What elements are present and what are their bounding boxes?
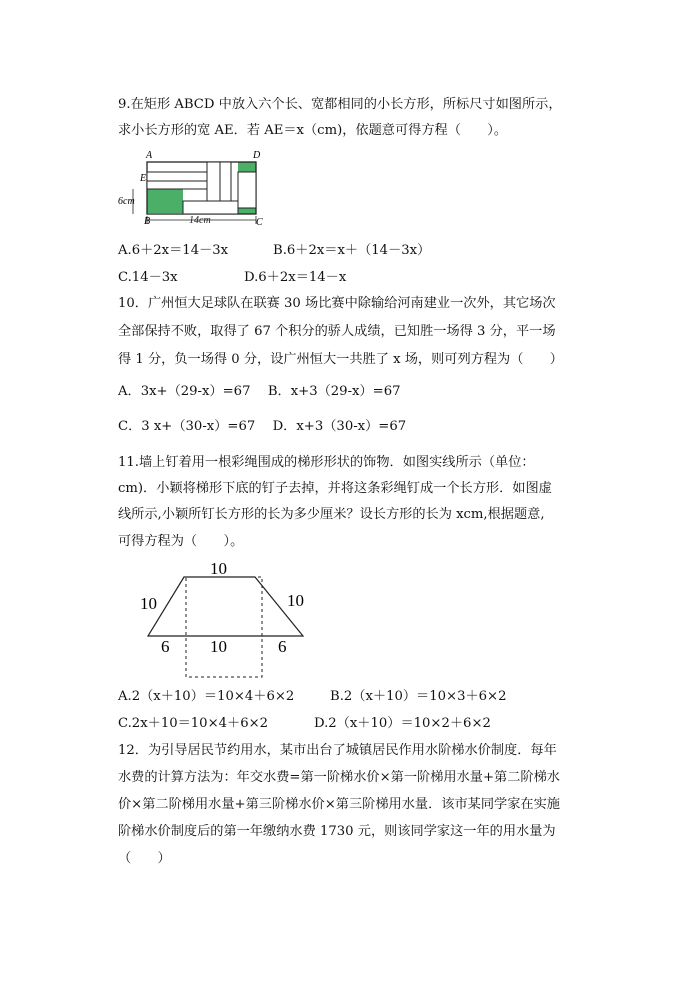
- q11-label-right: 10: [287, 591, 304, 610]
- q9-option-c: C.14－3x: [118, 270, 178, 285]
- q9-green-region-right: [238, 162, 256, 172]
- q11-line-4: 可得方程为（ ）。: [118, 534, 244, 549]
- q12-line-1: 12．为引导居民节约用水，某市出台了城镇居民作用水阶梯水价制度．每年: [118, 743, 557, 758]
- q10-line-1: 10．广州恒大足球队在联赛 30 场比赛中除输给河南建业一次外，其它场次: [118, 296, 556, 311]
- q9-label-d: D: [253, 150, 261, 161]
- q9-strip-mid: [147, 181, 207, 189]
- q11-option-b: B.2（x＋10）＝10×3＋6×2: [330, 689, 507, 704]
- q11-line-1: 11.墙上钉着用一根彩绳围成的梯形形状的饰物．如图实线所示（单位：: [118, 455, 535, 470]
- q11-dashed-rectangle: [186, 577, 262, 677]
- q9-vertical-strip-3: [238, 172, 256, 208]
- q11-option-c: C.2x＋10＝10×4＋6×2: [118, 716, 269, 731]
- q9-vertical-strip-2: [220, 162, 231, 206]
- q9-label-e: E: [140, 173, 147, 184]
- q9-label-a: A: [146, 150, 153, 161]
- q9-line-1: 9.在矩形 ABCD 中放入六个长、宽都相同的小长方形，所标尺寸如图所示，: [118, 97, 562, 112]
- q9-vertical-strip-1: [207, 162, 220, 206]
- q12-line-2: 水费的计算方法为：年交水费=第一阶梯水价×第一阶梯用水量+第二阶梯水: [118, 770, 560, 785]
- q11-label-top: 10: [210, 559, 227, 578]
- q12-line-3: 价×第二阶梯用水量+第三阶梯水价×第三阶梯用水量．该市某同学家在实施: [118, 797, 560, 812]
- q9-option-a: A.6＋2x＝14－3x: [118, 243, 229, 258]
- q9-rectangle-figure: [118, 146, 268, 226]
- q9-green-region-left: [147, 189, 183, 213]
- q9-label-c: C: [256, 217, 263, 226]
- q11-trapezoid: [148, 577, 303, 636]
- q11-label-bottom-left: 6: [161, 637, 170, 656]
- q9-green-region-right-low: [238, 208, 256, 214]
- q10-line-2: 全部保持不败，取得了 67 个积分的骄人成绩，已知胜一场得 3 分，平一场: [118, 324, 556, 339]
- q11-line-3: 线所示,小颖所钉长方形的长为多少厘米？设长方形的长为 xcm,根据题意,: [118, 507, 545, 522]
- q11-label-bottom-mid: 10: [210, 637, 227, 656]
- q11-option-a: A.2（x＋10）＝10×4＋6×2: [118, 689, 295, 704]
- q11-label-bottom-right: 6: [278, 637, 287, 656]
- q10-option-cd: C．3 x+（30-x）=67 D．x+3（30-x）=67: [118, 419, 407, 434]
- q9-option-d: D.6＋2x＝14－x: [244, 270, 347, 285]
- q9-strip-top: [147, 172, 207, 181]
- q9-option-b: B.6＋2x＝x＋（14－3x）: [273, 243, 431, 258]
- q11-option-d: D.2（x＋10）＝10×2＋6×2: [314, 716, 491, 731]
- q9-height-label: 6cm: [118, 196, 135, 207]
- q9-width-label: 14cm: [189, 215, 211, 226]
- q9-label-b: B: [144, 216, 151, 226]
- q12-line-5: （ ）: [118, 851, 171, 866]
- q10-line-3: 得 1 分，负一场得 0 分，设广州恒大一共胜了 x 场，则可列方程为（ ）: [118, 352, 563, 367]
- q11-trapezoid-figure: [130, 558, 320, 682]
- q11-label-left: 10: [140, 594, 157, 613]
- q9-strip-bottom: [183, 201, 238, 214]
- q10-option-ab: A．3x+（29-x）=67 B．x+3（29-x）=67: [118, 384, 401, 399]
- q9-line-2: 求小长方形的宽 AE．若 AE＝x（cm)，依题意可得方程（ ）。: [118, 123, 508, 138]
- q11-line-2: cm)．小颖将梯形下底的钉子去掉，并将这条彩绳钉成一个长方形．如图虚: [118, 481, 552, 496]
- q12-line-4: 阶梯水价制度后的第一年缴纳水费 1730 元，则该同学家这一年的用水量为: [118, 824, 556, 839]
